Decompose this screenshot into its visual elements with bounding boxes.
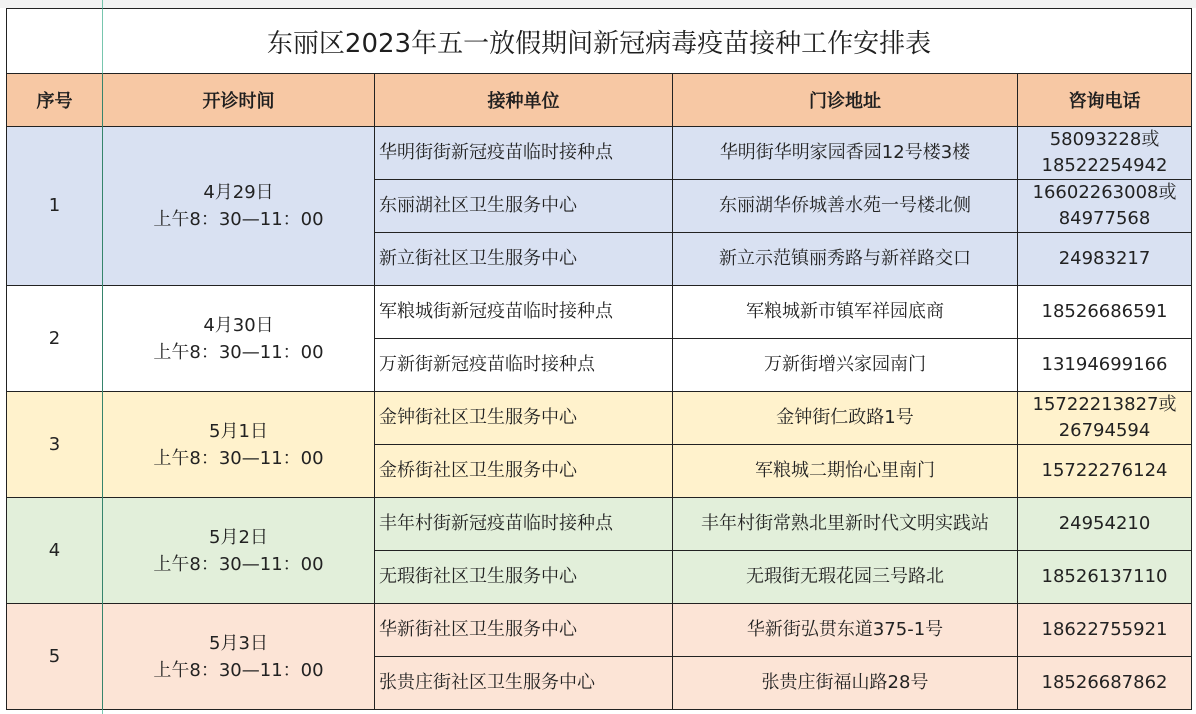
table-row xyxy=(7,286,1192,339)
phone-cell: 24983217 xyxy=(1018,233,1192,286)
address-cell: 新立示范镇丽秀路与新祥路交口 xyxy=(673,233,1018,286)
unit-cell: 华明街街新冠疫苗临时接种点 xyxy=(375,127,673,180)
address-cell: 金钟街仁政路1号 xyxy=(673,392,1018,445)
unit-cell: 金桥街社区卫生服务中心 xyxy=(375,445,673,498)
address-cell: 华明街华明家园香园12号楼3楼 xyxy=(673,127,1018,180)
unit-cell: 丰年村街新冠疫苗临时接种点 xyxy=(375,498,673,551)
group-index: 3 xyxy=(7,392,103,498)
unit-cell: 张贵庄街社区卫生服务中心 xyxy=(375,657,673,710)
group-hours: 上午8：30—11：00 xyxy=(153,659,324,681)
unit-cell: 华新街社区卫生服务中心 xyxy=(375,604,673,657)
address-cell: 张贵庄街福山路28号 xyxy=(673,657,1018,710)
table-row xyxy=(7,127,1192,180)
group-hours: 上午8：30—11：00 xyxy=(153,341,324,363)
group-index: 2 xyxy=(7,286,103,392)
group-date: 5月1日 xyxy=(209,420,268,442)
unit-cell: 新立街社区卫生服务中心 xyxy=(375,233,673,286)
table-title: 东丽区2023年五一放假期间新冠病毒疫苗接种工作安排表 xyxy=(7,9,1192,74)
group-date: 4月30日 xyxy=(203,314,274,336)
table-row xyxy=(7,498,1192,551)
address-cell: 军粮城二期怡心里南门 xyxy=(673,445,1018,498)
group-date: 4月29日 xyxy=(203,182,274,203)
group-time xyxy=(103,392,375,498)
header-row xyxy=(7,74,1192,127)
table-row xyxy=(7,392,1192,445)
header-phone: 咨询电话 xyxy=(1018,74,1192,127)
header-time: 开诊时间 xyxy=(103,74,375,127)
group-date: 5月3日 xyxy=(209,632,268,654)
phone-cell: 58093228或18522254942 xyxy=(1018,127,1192,180)
phone-cell: 18526686591 xyxy=(1018,286,1192,339)
column-guide-line xyxy=(102,0,103,714)
address-cell: 东丽湖华侨城善水苑一号楼北侧 xyxy=(673,180,1018,233)
table-row xyxy=(7,604,1192,657)
phone-cell: 15722213827或26794594 xyxy=(1018,392,1192,445)
unit-cell: 军粮城街新冠疫苗临时接种点 xyxy=(375,286,673,339)
group-index: 1 xyxy=(7,127,103,286)
vaccination-schedule-sheet xyxy=(6,8,1191,710)
phone-cell: 13194699166 xyxy=(1018,339,1192,392)
schedule-table xyxy=(6,8,1192,710)
group-time xyxy=(103,127,375,286)
phone-cell: 15722276124 xyxy=(1018,445,1192,498)
header-index: 序号 xyxy=(7,74,103,127)
group-time xyxy=(103,498,375,604)
unit-cell: 无瑕街社区卫生服务中心 xyxy=(375,551,673,604)
address-cell: 丰年村街常熟北里新时代文明实践站 xyxy=(673,498,1018,551)
address-cell: 无瑕街无瑕花园三号路北 xyxy=(673,551,1018,604)
header-unit: 接种单位 xyxy=(375,74,673,127)
phone-cell: 18526687862 xyxy=(1018,657,1192,710)
unit-cell: 金钟街社区卫生服务中心 xyxy=(375,392,673,445)
group-index: 4 xyxy=(7,498,103,604)
address-cell: 万新街增兴家园南门 xyxy=(673,339,1018,392)
group-date: 5月2日 xyxy=(209,526,268,548)
group-time xyxy=(103,286,375,392)
header-address: 门诊地址 xyxy=(673,74,1018,127)
phone-cell: 16602263008或84977568 xyxy=(1018,180,1192,233)
phone-cell: 24954210 xyxy=(1018,498,1192,551)
group-hours: 上午8：30—11：00 xyxy=(153,553,324,575)
group-hours: 上午8：30—11：00 xyxy=(153,447,324,469)
phone-cell: 18622755921 xyxy=(1018,604,1192,657)
address-cell: 军粮城新市镇军祥园底商 xyxy=(673,286,1018,339)
phone-cell: 18526137110 xyxy=(1018,551,1192,604)
unit-cell: 万新街新冠疫苗临时接种点 xyxy=(375,339,673,392)
unit-cell: 东丽湖社区卫生服务中心 xyxy=(375,180,673,233)
group-index: 5 xyxy=(7,604,103,710)
group-time xyxy=(103,604,375,710)
spreadsheet-top-margin xyxy=(0,0,1196,8)
group-hours: 上午8：30—11：00 xyxy=(153,209,324,230)
address-cell: 华新街弘贯东道375-1号 xyxy=(673,604,1018,657)
